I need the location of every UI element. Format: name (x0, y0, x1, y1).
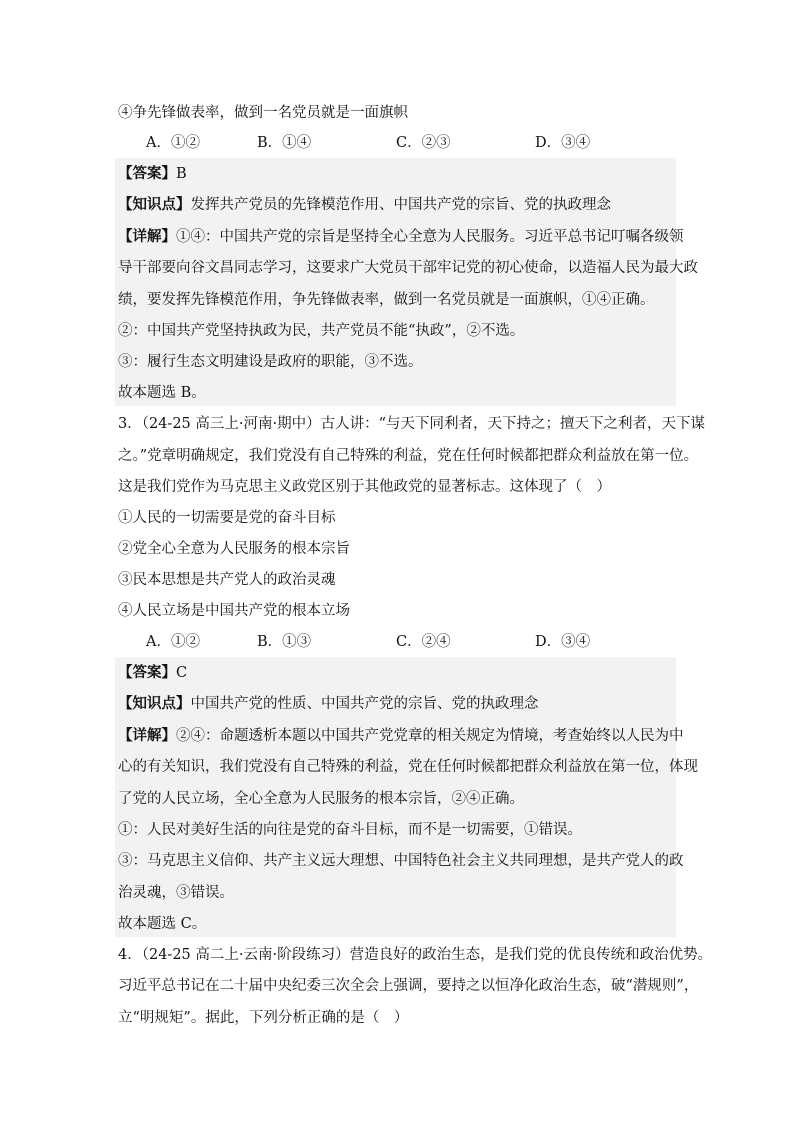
detail-tag: 【详解】 (118, 727, 176, 744)
q2-option-c: C．②③ (396, 135, 451, 151)
q3-note-3-line-2: 治灵魂，③错误。 (118, 885, 234, 901)
q3-option-c: C．②④ (396, 634, 451, 650)
q3-note-1: ①：人民对美好生活的向往是党的奋斗目标，而不是一切需要，①错误。 (118, 822, 582, 838)
q3-note-3-line-1: ③：马克思主义信仰、共产主义远大理想、中国特色社会主义共同理想，是共产党人的政 (118, 853, 684, 869)
detail-text: ①④：中国共产党的宗旨是坚持全心全意为人民服务。习近平总书记叮嘱各级领 (176, 229, 684, 245)
q2-option-b: B．①④ (257, 135, 312, 151)
q2-detail-line-1 (118, 227, 684, 247)
q3-stem-line-2: 之。”党章明确规定，我们党没有自己特殊的利益，党在任何时候都把群众利益放在第一位。 (118, 448, 699, 464)
detail-tag: 【详解】 (118, 228, 176, 245)
q3-detail-line-3: 了党的人民立场，全心全意为人民服务的根本宗旨，②④正确。 (118, 791, 524, 807)
knowledge-point-tag: 【知识点】 (118, 695, 191, 712)
q2-answer (118, 164, 676, 184)
q2-note-2: ②：中国共产党坚持执政为民，共产党员不能“执政”，②不选。 (118, 323, 525, 339)
q3-item-1: ①人民的一切需要是党的奋斗目标 (118, 510, 336, 526)
answer-value: B (176, 166, 187, 182)
q3-item-4: ④人民立场是中国共产党的根本立场 (118, 603, 350, 619)
q3-option-d: D．③④ (535, 634, 591, 650)
answer-tag: 【答案】 (118, 165, 176, 182)
q3-item-3: ③民本思想是共产党人的政治灵魂 (118, 572, 336, 588)
q2-detail-line-2: 导干部要向谷文昌同志学习，这要求广大党员干部牢记党的初心使命，以造福人民为最大政 (118, 260, 698, 276)
q3-option-a: A．①② (146, 634, 200, 650)
q3-option-b: B．①③ (257, 634, 312, 650)
q2-option-a: A．①② (146, 135, 200, 151)
q2-detail-line-3: 绩，要发挥先锋模范作用，争先锋做表率，做到一名党员就是一面旗帜，①④正确。 (118, 292, 655, 308)
q2-knowledge-point (118, 195, 676, 215)
q3-item-2: ②党全心全意为人民服务的根本宗旨 (118, 541, 350, 557)
q2-conclusion: 故本题选 B。 (118, 385, 206, 401)
knowledge-point-tag: 【知识点】 (118, 196, 191, 213)
q3-knowledge-point (118, 694, 676, 714)
knowledge-point-text: 中国共产党的性质、中国共产党的宗旨、党的执政理念 (190, 696, 539, 712)
q2-option-d: D．③④ (535, 135, 591, 151)
answer-value: C (176, 665, 188, 681)
q3-detail-line-1 (118, 726, 684, 746)
answer-tag: 【答案】 (118, 664, 176, 681)
q3-detail-line-2: 心的有关知识，我们党没有自己特殊的利益，党在任何时候都把群众利益放在第一位，体现 (118, 759, 698, 775)
q2-note-3: ③：履行生态文明建设是政府的职能，③不选。 (118, 354, 423, 370)
q4-stem-line-2: 习近平总书记在二十届中央纪委三次全会上强调，要持之以恒净化政治生态，破“潜规则”， (118, 978, 699, 994)
q3-answer (118, 663, 676, 683)
q4-stem-line-1: 4．（24-25 高二上·云南·阶段练习）营造良好的政治生态，是我们党的优良传统和政治优势。 (118, 947, 713, 963)
q3-stem-line-1: 3．（24-25 高三上·河南·期中）古人讲：“与天下同利者，天下持之；擅天下之利者，天下谋 (118, 416, 706, 432)
q4-stem-line-3: 立“明规矩”。据此，下列分析正确的是（ ） (118, 1010, 409, 1026)
q2-item-4: ④争先锋做表率，做到一名党员就是一面旗帜 (118, 105, 408, 121)
detail-text: ②④：命题透析本题以中国共产党党章的相关规定为情境，考查始终以人民为中 (176, 728, 684, 744)
knowledge-point-text: 发挥共产党员的先锋模范作用、中国共产党的宗旨、党的执政理念 (190, 197, 611, 213)
q3-conclusion: 故本题选 C。 (118, 916, 207, 932)
q3-stem-line-3: 这是我们党作为马克思主义政党区别于其他政党的显著标志。这体现了（ ） (118, 479, 611, 495)
